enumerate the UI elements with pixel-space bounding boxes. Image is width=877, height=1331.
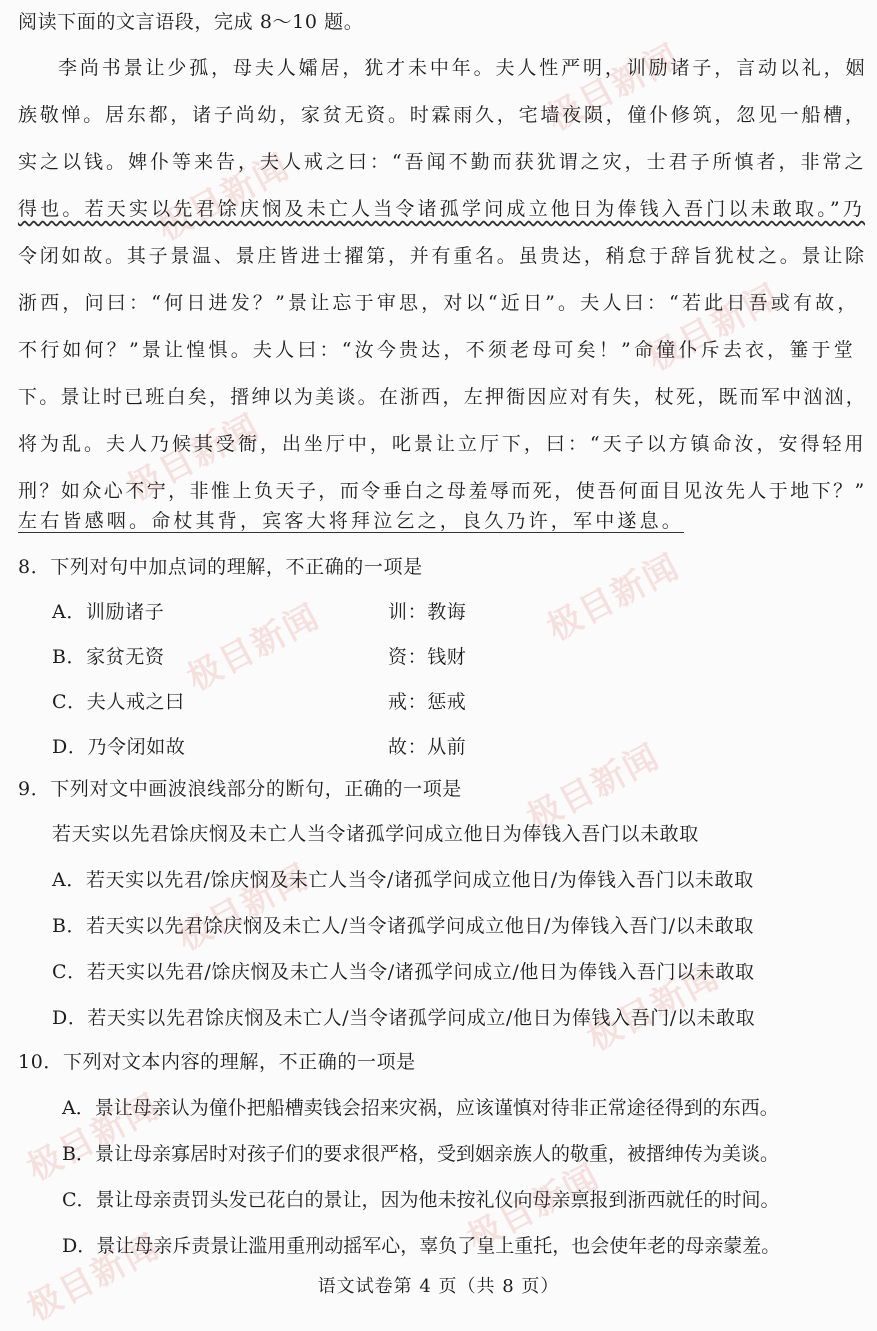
watermark: 极目新闻 [180,596,327,700]
passage-line: 下。景让时已班白矣，搢绅以为美谈。在浙西，左押衙因应对有失，杖死，既而军中汹汹， [18,386,868,408]
watermark: 极目新闻 [170,856,317,960]
watermark: 极目新闻 [640,276,787,380]
option-meaning: 故：从前 [388,736,467,758]
question-10-option: A．景让母亲认为僮仆把船槽卖钱会招来灾祸，应该谨慎对待非正常途径得到的东西。 [62,1097,779,1119]
watermark: 极目新闻 [540,546,687,650]
passage-line: 浙西，问曰：“何日进发？”景让忘于审思，对以“近日”。夫人曰：“若此日吾或有故， [18,292,860,314]
option-meaning: 戒：惩戒 [388,691,467,713]
question-9-sentence: 若天实以先君馀庆悯及未亡人当令诸孤学问成立他日为俸钱入吾门以未敢取 [52,823,699,845]
question-8-stem: 8．下列对句中加点词的理解，不正确的一项是 [18,556,423,578]
passage-line: 族敬惮。居东都，诸子尚幼，家贫无资。时霖雨久，宅墙夜陨，僮仆修筑，忽见一船槽， [18,104,867,126]
question-9-stem: 9．下列对文中画波浪线部分的断句，正确的一项是 [18,778,462,800]
watermark: 极目新闻 [20,1226,167,1330]
question-9-option: D．若天实以先君馀庆悯及未亡人/当令诸孤学问成立/他日为俸钱入吾门/以未敢取 [52,1007,756,1029]
passage-line: 将为乱。夫人乃候其受衙，出坐厅中，叱景让立厅下，曰：“天子以方镇命汝，安得轻用 [18,433,867,455]
passage-line: 不行如何？”景让惶惧。夫人曰：“汝今贵达，不须老母可矣！”命僮仆斥去衣，箠于堂 [18,339,856,361]
watermark: 极目新闻 [20,1086,167,1190]
watermark: 极目新闻 [460,1156,607,1260]
watermark: 极目新闻 [580,956,727,1060]
option-letter: B． [52,646,87,668]
watermark: 极目新闻 [540,36,687,140]
question-10-stem: 10．下列对文本内容的理解，不正确的一项是 [18,1051,416,1073]
option-letter: A． [52,601,86,623]
option-letter: D． [52,736,88,758]
question-9-option: B．若天实以先君馀庆悯及未亡人/当令诸孤学问成立他日/为俸钱入吾门/以未敢取 [52,915,754,937]
passage-line: 刑？如众心不宁，非惟上负天子，而令垂白之母羞辱而死，使吾何面目见汝先人于地下？” [18,480,867,502]
option-phrase: 训励诸子 [85,601,165,623]
option-meaning: 训：教诲 [388,601,467,623]
question-10-option: C．景让母亲责罚头发已花白的景让，因为他未按礼仪向母亲禀报到浙西就任的时间。 [62,1189,780,1211]
option-phrase: 夫人戒之曰 [86,691,185,713]
option-letter: C． [52,691,87,713]
question-10-option: B．景让母亲寡居时对孩子们的要求很严格，受到姻亲族人的敬重，被搢绅传为美谈。 [62,1143,779,1165]
question-9-option: A．若天实以先君/馀庆悯及未亡人当令/诸孤学问成立他日/为俸钱入吾门以未敢取 [52,869,754,891]
option-meaning: 资：钱财 [388,646,467,668]
question-10-option: D．景让母亲斥责景让滥用重刑动摇军心，辜负了皇上重托，也会使年老的母亲蒙羞。 [62,1235,781,1257]
section-intro: 阅读下面的文言语段，完成 8～10 题。 [18,11,364,33]
passage-line: 实之以钱。婢仆等来告，夫人戒之曰：“吾闻不勤而获犹谓之灾，士君子所慎者，非常之 [18,151,867,173]
passage-line-underlined: 左右皆感咽。命杖其背，宾客大将拜泣乞之，良久乃许，军中遂息。 [18,510,685,532]
watermark: 极目新闻 [150,146,297,250]
watermark: 极目新闻 [520,736,667,840]
passage-line: 李尚书景让少孤，母夫人孀居，犹才未中年。夫人性严明，训励诸子，言动以礼，姻 [58,57,868,79]
watermark: 极目新闻 [120,406,267,510]
page-footer: 语文试卷第 4 页（共 8 页） [317,1276,560,1297]
passage-line-wavy: 得也。若天实以先君馀庆悯及未亡人当令诸孤学问成立他日为俸钱入吾门以未敢取。”乃 [18,198,866,220]
question-9-option: C．若天实以先君/馀庆悯及未亡人当令/诸孤学问成立/他日为俸钱入吾门以未敢取 [52,961,755,983]
passage-line: 令闭如故。其子景温、景庄皆进士擢第，并有重名。虽贵达，稍怠于辞旨犹杖之。景让除 [18,245,867,267]
option-phrase: 家贫无资 [86,646,165,668]
option-phrase: 乃令闭如故 [87,736,186,758]
